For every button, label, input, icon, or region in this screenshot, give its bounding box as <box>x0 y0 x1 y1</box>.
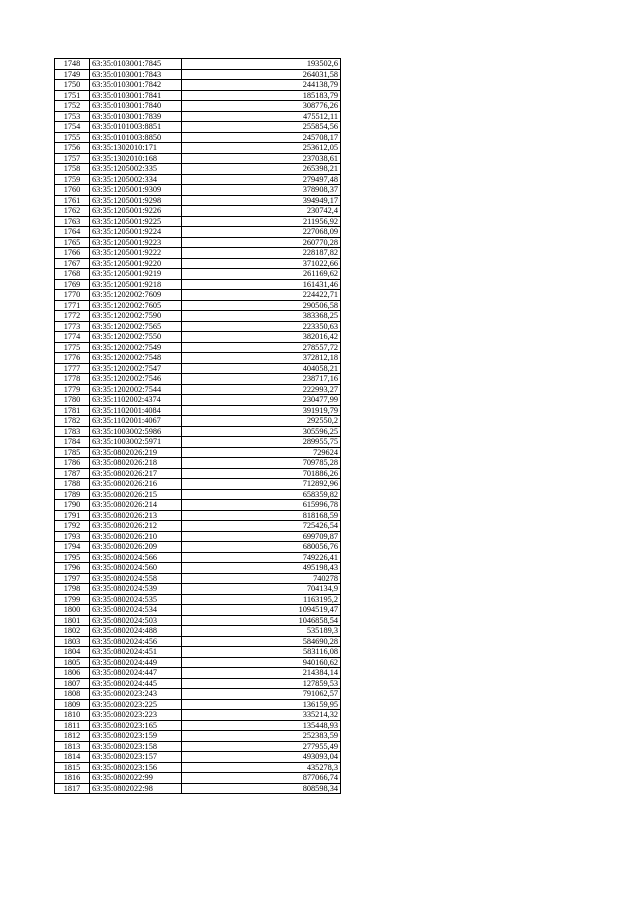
cadastral-number-cell: 63:35:1202002:7550 <box>90 332 182 343</box>
row-number-cell: 1795 <box>55 552 90 563</box>
table-body <box>55 59 341 794</box>
table-row <box>55 594 341 605</box>
table-row <box>55 395 341 406</box>
cadastral-value-cell: 308776,26 <box>182 101 341 112</box>
cadastral-value-cell: 261169,62 <box>182 269 341 280</box>
row-number-cell: 1787 <box>55 468 90 479</box>
table-row <box>55 678 341 689</box>
cadastral-value-cell: 1094519,47 <box>182 605 341 616</box>
row-number-cell: 1788 <box>55 479 90 490</box>
cadastral-number-cell: 63:35:0802022:99 <box>90 773 182 784</box>
cadastral-value-cell: 495198,43 <box>182 563 341 574</box>
cadastral-number-cell: 63:35:0802024:566 <box>90 552 182 563</box>
cadastral-number-cell: 63:35:0802023:243 <box>90 689 182 700</box>
table-row <box>55 90 341 101</box>
table-row <box>55 279 341 290</box>
cadastral-number-cell: 63:35:1202002:7590 <box>90 311 182 322</box>
cadastral-value-cell: 740278 <box>182 573 341 584</box>
table-row <box>55 143 341 154</box>
table-row <box>55 783 341 794</box>
table-row <box>55 311 341 322</box>
cadastral-number-cell: 63:35:1205001:9298 <box>90 195 182 206</box>
row-number-cell: 1748 <box>55 59 90 70</box>
cadastral-value-cell: 238717,16 <box>182 374 341 385</box>
cadastral-value-cell: 535189,3 <box>182 626 341 637</box>
cadastral-number-cell: 63:35:0802026:209 <box>90 542 182 553</box>
cadastral-value-cell: 135448,93 <box>182 720 341 731</box>
row-number-cell: 1750 <box>55 80 90 91</box>
table-row <box>55 290 341 301</box>
cadastral-number-cell: 63:35:0802024:534 <box>90 605 182 616</box>
cadastral-value-cell: 289955,75 <box>182 437 341 448</box>
cadastral-value-cell: 808598,34 <box>182 783 341 794</box>
row-number-cell: 1815 <box>55 762 90 773</box>
cadastral-number-cell: 63:35:1302010:171 <box>90 143 182 154</box>
row-number-cell: 1782 <box>55 416 90 427</box>
table-row <box>55 605 341 616</box>
cadastral-value-cell: 292550,2 <box>182 416 341 427</box>
cadastral-number-cell: 63:35:0802024:445 <box>90 678 182 689</box>
cadastral-value-cell: 583116,08 <box>182 647 341 658</box>
cadastral-value-cell: 371022,66 <box>182 258 341 269</box>
row-number-cell: 1790 <box>55 500 90 511</box>
row-number-cell: 1764 <box>55 227 90 238</box>
cadastral-number-cell: 63:35:1205001:9225 <box>90 216 182 227</box>
table-row <box>55 479 341 490</box>
cadastral-value-cell: 223350,63 <box>182 321 341 332</box>
cadastral-value-cell: 227068,09 <box>182 227 341 238</box>
cadastral-number-cell: 63:35:0802026:210 <box>90 531 182 542</box>
row-number-cell: 1817 <box>55 783 90 794</box>
table-row <box>55 248 341 259</box>
table-row <box>55 720 341 731</box>
row-number-cell: 1755 <box>55 132 90 143</box>
cadastral-value-cell: 224422,71 <box>182 290 341 301</box>
row-number-cell: 1802 <box>55 626 90 637</box>
table-row <box>55 80 341 91</box>
cadastral-value-cell: 372812,18 <box>182 353 341 364</box>
row-number-cell: 1765 <box>55 237 90 248</box>
cadastral-number-cell: 63:35:0802024:451 <box>90 647 182 658</box>
cadastral-number-cell: 63:35:0802024:535 <box>90 594 182 605</box>
row-number-cell: 1754 <box>55 122 90 133</box>
table-row <box>55 195 341 206</box>
table-row <box>55 300 341 311</box>
table-row <box>55 668 341 679</box>
cadastral-value-cell: 394949,17 <box>182 195 341 206</box>
cadastral-number-cell: 63:35:0802022:98 <box>90 783 182 794</box>
cadastral-value-cell: 255854,56 <box>182 122 341 133</box>
row-number-cell: 1804 <box>55 647 90 658</box>
cadastral-value-cell: 211956,92 <box>182 216 341 227</box>
cadastral-number-cell: 63:35:1202002:7609 <box>90 290 182 301</box>
cadastral-number-cell: 63:35:0103001:7841 <box>90 90 182 101</box>
row-number-cell: 1758 <box>55 164 90 175</box>
row-number-cell: 1768 <box>55 269 90 280</box>
table-row <box>55 174 341 185</box>
cadastral-number-cell: 63:35:0101003:8851 <box>90 122 182 133</box>
cadastral-number-cell: 63:35:1202002:7549 <box>90 342 182 353</box>
cadastral-number-cell: 63:35:0802026:219 <box>90 447 182 458</box>
row-number-cell: 1798 <box>55 584 90 595</box>
row-number-cell: 1809 <box>55 699 90 710</box>
cadastral-value-cell: 712892,96 <box>182 479 341 490</box>
cadastral-value-cell: 245708,17 <box>182 132 341 143</box>
table-row <box>55 206 341 217</box>
cadastral-number-cell: 63:35:0802026:214 <box>90 500 182 511</box>
cadastral-number-cell: 63:35:0802026:213 <box>90 510 182 521</box>
cadastral-number-cell: 63:35:0802026:212 <box>90 521 182 532</box>
table-row <box>55 752 341 763</box>
cadastral-value-cell: 278557,72 <box>182 342 341 353</box>
row-number-cell: 1756 <box>55 143 90 154</box>
row-number-cell: 1778 <box>55 374 90 385</box>
cadastral-value-cell: 244138,79 <box>182 80 341 91</box>
table-row <box>55 510 341 521</box>
row-number-cell: 1751 <box>55 90 90 101</box>
cadastral-value-cell: 161431,46 <box>182 279 341 290</box>
table-row <box>55 363 341 374</box>
table-row <box>55 111 341 122</box>
cadastral-value-cell: 279497,48 <box>182 174 341 185</box>
cadastral-number-cell: 63:35:1205001:9220 <box>90 258 182 269</box>
table-row <box>55 773 341 784</box>
table-row <box>55 762 341 773</box>
cadastral-value-cell: 127859,53 <box>182 678 341 689</box>
table-row <box>55 185 341 196</box>
cadastral-value-cell: 680056,76 <box>182 542 341 553</box>
cadastral-value-cell: 1163195,2 <box>182 594 341 605</box>
row-number-cell: 1753 <box>55 111 90 122</box>
cadastral-number-cell: 63:35:0802024:449 <box>90 657 182 668</box>
table-row <box>55 731 341 742</box>
table-row <box>55 332 341 343</box>
table-row <box>55 374 341 385</box>
cadastral-number-cell: 63:35:0802026:215 <box>90 489 182 500</box>
table-row <box>55 384 341 395</box>
row-number-cell: 1803 <box>55 636 90 647</box>
cadastral-value-cell: 230742,4 <box>182 206 341 217</box>
cadastral-number-cell: 63:35:1202002:7544 <box>90 384 182 395</box>
cadastral-number-cell: 63:35:0802026:218 <box>90 458 182 469</box>
cadastral-value-cell: 584690,28 <box>182 636 341 647</box>
cadastral-value-cell: 193502,6 <box>182 59 341 70</box>
cadastral-value-cell: 305596,25 <box>182 426 341 437</box>
cadastral-value-table <box>54 58 341 794</box>
cadastral-number-cell: 63:35:1102002:4374 <box>90 395 182 406</box>
table-row <box>55 636 341 647</box>
cadastral-value-cell: 222993,27 <box>182 384 341 395</box>
cadastral-value-cell: 749226,41 <box>182 552 341 563</box>
row-number-cell: 1792 <box>55 521 90 532</box>
cadastral-number-cell: 63:35:1205001:9219 <box>90 269 182 280</box>
cadastral-value-cell: 253612,05 <box>182 143 341 154</box>
cadastral-number-cell: 63:35:1202002:7565 <box>90 321 182 332</box>
table-row <box>55 153 341 164</box>
row-number-cell: 1794 <box>55 542 90 553</box>
row-number-cell: 1805 <box>55 657 90 668</box>
cadastral-value-cell: 404058,21 <box>182 363 341 374</box>
table-row <box>55 122 341 133</box>
row-number-cell: 1774 <box>55 332 90 343</box>
cadastral-value-cell: 818168,59 <box>182 510 341 521</box>
table-row <box>55 101 341 112</box>
cadastral-number-cell: 63:35:1202002:7547 <box>90 363 182 374</box>
cadastral-number-cell: 63:35:0103001:7840 <box>90 101 182 112</box>
cadastral-value-cell: 252383,59 <box>182 731 341 742</box>
cadastral-value-cell: 615996,78 <box>182 500 341 511</box>
cadastral-number-cell: 63:35:1205001:9223 <box>90 237 182 248</box>
row-number-cell: 1810 <box>55 710 90 721</box>
row-number-cell: 1766 <box>55 248 90 259</box>
table-row <box>55 689 341 700</box>
cadastral-number-cell: 63:35:1205002:335 <box>90 164 182 175</box>
row-number-cell: 1776 <box>55 353 90 364</box>
cadastral-number-cell: 63:35:0103001:7842 <box>90 80 182 91</box>
row-number-cell: 1783 <box>55 426 90 437</box>
cadastral-value-cell: 277955,49 <box>182 741 341 752</box>
cadastral-value-cell: 136159,95 <box>182 699 341 710</box>
table-row <box>55 426 341 437</box>
row-number-cell: 1814 <box>55 752 90 763</box>
cadastral-number-cell: 63:35:0802026:217 <box>90 468 182 479</box>
row-number-cell: 1791 <box>55 510 90 521</box>
table-row <box>55 447 341 458</box>
table-row <box>55 615 341 626</box>
cadastral-value-cell: 290506,58 <box>182 300 341 311</box>
cadastral-number-cell: 63:35:0802023:225 <box>90 699 182 710</box>
table-row <box>55 164 341 175</box>
cadastral-number-cell: 63:35:0802026:216 <box>90 479 182 490</box>
cadastral-value-cell: 214384,14 <box>182 668 341 679</box>
row-number-cell: 1759 <box>55 174 90 185</box>
row-number-cell: 1770 <box>55 290 90 301</box>
table-row <box>55 542 341 553</box>
table-row <box>55 405 341 416</box>
table-row <box>55 573 341 584</box>
cadastral-number-cell: 63:35:1205001:9309 <box>90 185 182 196</box>
cadastral-number-cell: 63:35:0802023:156 <box>90 762 182 773</box>
table-row <box>55 531 341 542</box>
table-row <box>55 657 341 668</box>
row-number-cell: 1806 <box>55 668 90 679</box>
cadastral-number-cell: 63:35:0802024:539 <box>90 584 182 595</box>
table-row <box>55 458 341 469</box>
table-row <box>55 468 341 479</box>
cadastral-value-cell: 1046858,54 <box>182 615 341 626</box>
cadastral-value-cell: 237038,61 <box>182 153 341 164</box>
row-number-cell: 1801 <box>55 615 90 626</box>
row-number-cell: 1816 <box>55 773 90 784</box>
table-row <box>55 59 341 70</box>
row-number-cell: 1779 <box>55 384 90 395</box>
cadastral-number-cell: 63:35:1205001:9224 <box>90 227 182 238</box>
table-row <box>55 258 341 269</box>
row-number-cell: 1773 <box>55 321 90 332</box>
row-number-cell: 1761 <box>55 195 90 206</box>
cadastral-value-cell: 230477,99 <box>182 395 341 406</box>
row-number-cell: 1789 <box>55 489 90 500</box>
row-number-cell: 1777 <box>55 363 90 374</box>
cadastral-value-cell: 709785,28 <box>182 458 341 469</box>
row-number-cell: 1811 <box>55 720 90 731</box>
row-number-cell: 1775 <box>55 342 90 353</box>
cadastral-value-cell: 658359,82 <box>182 489 341 500</box>
table-row <box>55 647 341 658</box>
cadastral-number-cell: 63:35:0802024:558 <box>90 573 182 584</box>
table-row <box>55 500 341 511</box>
cadastral-number-cell: 63:35:0802023:165 <box>90 720 182 731</box>
cadastral-number-cell: 63:35:0802023:159 <box>90 731 182 742</box>
cadastral-number-cell: 63:35:1205001:9218 <box>90 279 182 290</box>
cadastral-number-cell: 63:35:0802024:560 <box>90 563 182 574</box>
table-row <box>55 563 341 574</box>
cadastral-value-cell: 185183,79 <box>182 90 341 101</box>
cadastral-number-cell: 63:35:1205001:9222 <box>90 248 182 259</box>
cadastral-number-cell: 63:35:1102001:4067 <box>90 416 182 427</box>
cadastral-number-cell: 63:35:1102001:4084 <box>90 405 182 416</box>
cadastral-value-cell: 382016,42 <box>182 332 341 343</box>
cadastral-value-cell: 475512,11 <box>182 111 341 122</box>
cadastral-number-cell: 63:35:1202002:7605 <box>90 300 182 311</box>
row-number-cell: 1785 <box>55 447 90 458</box>
cadastral-value-cell: 391919,79 <box>182 405 341 416</box>
row-number-cell: 1781 <box>55 405 90 416</box>
row-number-cell: 1799 <box>55 594 90 605</box>
cadastral-number-cell: 63:35:1205001:9226 <box>90 206 182 217</box>
table-row <box>55 132 341 143</box>
cadastral-value-cell: 493093,04 <box>182 752 341 763</box>
row-number-cell: 1796 <box>55 563 90 574</box>
row-number-cell: 1771 <box>55 300 90 311</box>
cadastral-number-cell: 63:35:1003002:5971 <box>90 437 182 448</box>
row-number-cell: 1793 <box>55 531 90 542</box>
cadastral-value-cell: 877066,74 <box>182 773 341 784</box>
table-row <box>55 353 341 364</box>
cadastral-number-cell: 63:35:0802023:158 <box>90 741 182 752</box>
cadastral-value-cell: 335214,32 <box>182 710 341 721</box>
cadastral-number-cell: 63:35:1202002:7548 <box>90 353 182 364</box>
cadastral-number-cell: 63:35:1003002:5986 <box>90 426 182 437</box>
table-row <box>55 552 341 563</box>
row-number-cell: 1786 <box>55 458 90 469</box>
cadastral-value-cell: 704134,9 <box>182 584 341 595</box>
cadastral-value-cell: 435278,3 <box>182 762 341 773</box>
row-number-cell: 1769 <box>55 279 90 290</box>
table-row <box>55 626 341 637</box>
table-row <box>55 710 341 721</box>
row-number-cell: 1772 <box>55 311 90 322</box>
cadastral-number-cell: 63:35:0103001:7845 <box>90 59 182 70</box>
row-number-cell: 1762 <box>55 206 90 217</box>
row-number-cell: 1808 <box>55 689 90 700</box>
cadastral-value-cell: 264031,58 <box>182 69 341 80</box>
row-number-cell: 1812 <box>55 731 90 742</box>
row-number-cell: 1752 <box>55 101 90 112</box>
row-number-cell: 1807 <box>55 678 90 689</box>
cadastral-number-cell: 63:35:0802024:456 <box>90 636 182 647</box>
cadastral-number-cell: 63:35:0103001:7839 <box>90 111 182 122</box>
cadastral-value-cell: 701886,26 <box>182 468 341 479</box>
row-number-cell: 1757 <box>55 153 90 164</box>
cadastral-number-cell: 63:35:1302010:168 <box>90 153 182 164</box>
row-number-cell: 1813 <box>55 741 90 752</box>
table-row <box>55 584 341 595</box>
table-row <box>55 489 341 500</box>
cadastral-value-cell: 383368,25 <box>182 311 341 322</box>
cadastral-number-cell: 63:35:0802024:503 <box>90 615 182 626</box>
cadastral-number-cell: 63:35:0802023:223 <box>90 710 182 721</box>
cadastral-value-cell: 265398,21 <box>182 164 341 175</box>
row-number-cell: 1763 <box>55 216 90 227</box>
table-row <box>55 437 341 448</box>
table-row <box>55 227 341 238</box>
cadastral-value-cell: 260770,28 <box>182 237 341 248</box>
cadastral-value-cell: 729624 <box>182 447 341 458</box>
cadastral-number-cell: 63:35:0802024:447 <box>90 668 182 679</box>
table-row <box>55 741 341 752</box>
table-row <box>55 416 341 427</box>
cadastral-number-cell: 63:35:0103001:7843 <box>90 69 182 80</box>
table-row <box>55 342 341 353</box>
row-number-cell: 1780 <box>55 395 90 406</box>
row-number-cell: 1767 <box>55 258 90 269</box>
table-row <box>55 237 341 248</box>
table-row <box>55 521 341 532</box>
row-number-cell: 1797 <box>55 573 90 584</box>
table-row <box>55 699 341 710</box>
cadastral-number-cell: 63:35:0802024:488 <box>90 626 182 637</box>
cadastral-number-cell: 63:35:1205002:334 <box>90 174 182 185</box>
table-row <box>55 321 341 332</box>
row-number-cell: 1800 <box>55 605 90 616</box>
cadastral-number-cell: 63:35:0101003:8850 <box>90 132 182 143</box>
cadastral-value-cell: 940160,62 <box>182 657 341 668</box>
cadastral-number-cell: 63:35:1202002:7546 <box>90 374 182 385</box>
cadastral-value-cell: 725426,54 <box>182 521 341 532</box>
cadastral-value-cell: 791062,57 <box>182 689 341 700</box>
row-number-cell: 1749 <box>55 69 90 80</box>
table-row <box>55 269 341 280</box>
cadastral-value-cell: 228187,82 <box>182 248 341 259</box>
row-number-cell: 1760 <box>55 185 90 196</box>
cadastral-number-cell: 63:35:0802023:157 <box>90 752 182 763</box>
table-row <box>55 69 341 80</box>
row-number-cell: 1784 <box>55 437 90 448</box>
cadastral-value-cell: 378908,37 <box>182 185 341 196</box>
cadastral-value-cell: 699709,87 <box>182 531 341 542</box>
table-row <box>55 216 341 227</box>
